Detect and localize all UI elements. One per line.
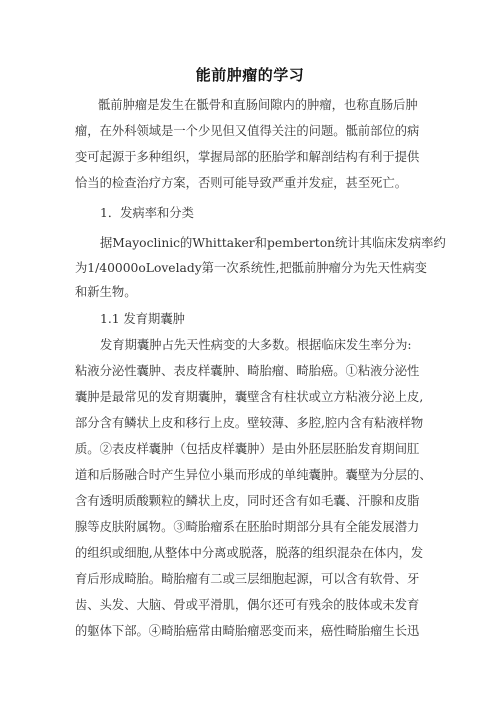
paragraph-line: 部分含有鳞状上皮和移行上皮。壁较薄、多腔,腔内含有粘液样物 [75, 416, 424, 430]
paragraph-line: 的组织或细胞,从整体中分离或脱落，脱落的组织混杂在体内，发 [75, 546, 424, 560]
section-heading: 1．发病率和分类 [100, 206, 194, 220]
paragraph-line: 瘤，在外科领域是一个少见但又值得关注的问题。骶前部位的病 [75, 124, 420, 138]
paragraph-line: 含有透明质酸颗粒的鳞状上皮，同时还含有如毛囊、汗腺和皮脂 [75, 494, 420, 508]
paragraph-line: 育后形成畸胎。畸胎瘤有二或三层细胞起源，可以含有软骨、牙 [75, 572, 420, 586]
paragraph-line: 变可起源于多种组织，掌握局部的胚胎学和解剖结构有利于提供 [75, 150, 420, 164]
paragraph-line: 齿、头发、大脑、骨或平滑肌，偶尔还可有残余的肢体或未发育 [75, 598, 420, 612]
section-heading: 1.1 发育期囊肿 [100, 312, 185, 326]
paragraph-line: 腺等皮肤附属物。③畸胎瘤系在胚胎时期部分具有全能发展潜力 [75, 520, 420, 534]
paragraph-line: 为1/40000oLovelady第一次系统性,把骶前肿瘤分为先天性病变 [75, 261, 427, 275]
page-title: 能前肿瘤的学习 [195, 66, 305, 84]
paragraph-line: 据Mayoclinic的Whittaker和pemberton统计其临床发病率约 [100, 236, 446, 250]
paragraph-line: 和新生物。 [75, 285, 137, 299]
paragraph-line: 恰当的检查治疗方案，否则可能导致严重并发症，甚至死亡。 [75, 176, 408, 190]
paragraph-line: 质。②表皮样囊肿（包括皮样囊肿）是由外胚层胚胎发育期间肛 [75, 442, 420, 456]
paragraph-line: 囊肿是最常见的发育期囊肿，囊壁含有柱状或立方粘液分泌上皮, [75, 390, 424, 404]
paragraph-line: 的躯体下部。④畸胎癌常由畸胎瘤恶变而来，癌性畸胎瘤生长迅 [75, 624, 420, 638]
paragraph-line: 骶前肿瘤是发生在骶骨和直肠间隙内的肿瘤，也称直肠后肿 [98, 98, 418, 112]
paragraph-line: 道和后肠融合时产生异位小巢而形成的单纯囊肿。囊壁为分层的、 [75, 468, 432, 482]
paragraph-line: 发育期囊肿占先天性病变的大多数。根据临床发生率分为: [100, 338, 412, 352]
paragraph-line: 粘液分泌性囊肿、表皮样囊肿、畸胎瘤、畸胎癌。①粘液分泌性 [75, 364, 420, 378]
